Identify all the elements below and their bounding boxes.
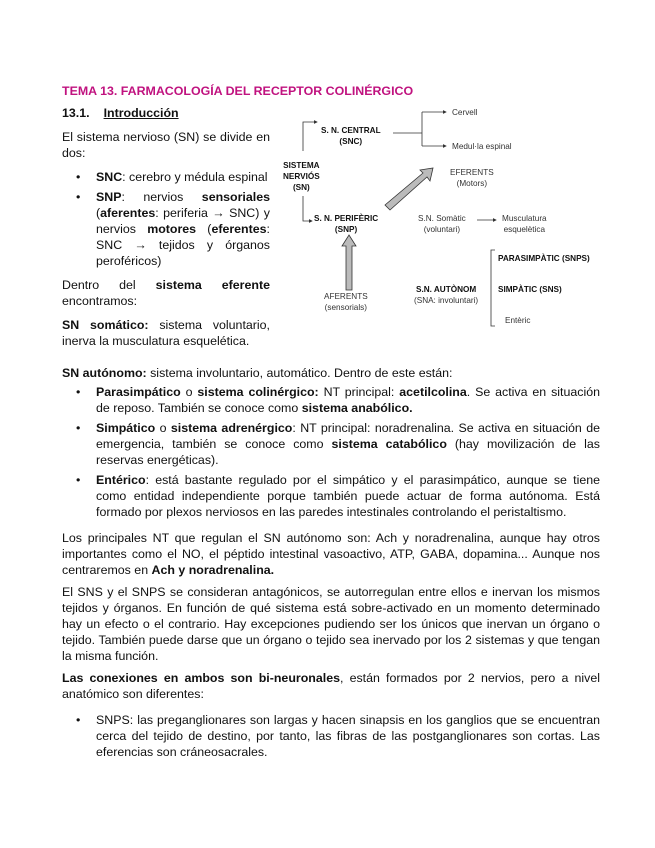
text: El SNS y el SNPS se consideran antagónicos, se autorregulan entre ellos e inervan los mismos tejidos y órganos. En función de qué sistema está sobre-activado en un momento determinado hay un efecto o el contrario. Hay excepciones pudiendo ser los únicos que inervan un órgano o tejido. También puede darse que un órgano o tejido sea inervado por los 2 sistemas y que tengan la misma función.: [62, 585, 600, 663]
bold-text: SNP: [96, 190, 122, 204]
node-enteric: Entèric: [505, 316, 531, 325]
node-somatic: S.N. Somàtic (voluntari): [418, 214, 466, 234]
node-snp: S. N. PERIFÈRIC (SNP): [314, 214, 379, 234]
node-snc: S. N. CENTRAL (SNC): [321, 126, 381, 146]
node-musculatura: Musculatura esquelètica: [502, 214, 547, 234]
text: , están formados por 2 nervios, pero a nivel anatómico son diferentes:: [62, 671, 600, 701]
bold-text: Simpático: [96, 421, 156, 435]
text: : nervios: [121, 190, 202, 204]
text: : está bastante regulado por el simpático y el parasimpático, aunque se tiene como entidad independiente porque también puede actuar de forma autónoma. Está formado por plexos nerviosos en las paredes intestinales controlando el peristaltismo.: [96, 473, 600, 519]
paragraph-conexiones: [62, 670, 600, 702]
text: sistema involuntario, automático. Dentro de este están:: [146, 366, 453, 380]
text: encontramos:: [62, 294, 138, 308]
main-text: [62, 365, 600, 760]
node-simpatic: SIMPÀTIC (SNS): [498, 285, 562, 294]
text: (hay movilización de las reservas energéticas).: [96, 437, 600, 467]
node-parasimpatic: PARASIMPÀTIC (SNPS): [498, 254, 590, 263]
conexiones-bullets: [62, 712, 600, 760]
text: Los principales NT que regulan el SN autónomo son: Ach y noradrenalina, aunque hay otros importantes como el NO, el péptido intestinal vasoactivo, ATP, GABA, dopamina... Aunque nos centraremos en: [62, 531, 600, 577]
bold-text: sistema eferente: [155, 278, 270, 292]
autonomo-bullets: [62, 384, 600, 520]
bold-text: sistema adrenérgico: [170, 421, 293, 435]
bold-text: sensoriales: [201, 190, 270, 204]
label-cervell: Cervell: [452, 108, 478, 117]
text: Dentro del: [62, 278, 156, 292]
text: : SNC → tejidos y órganos peroféricos): [96, 222, 270, 268]
intro-bullets: [62, 169, 270, 269]
bold-text: acetilcolina: [399, 385, 467, 399]
section-heading: [62, 105, 600, 121]
document-title: TEMA 13. FARMACOLOGÍA DEL RECEPTOR COLINÉRGICO: [62, 84, 414, 98]
section-number: 13.1.: [62, 106, 90, 120]
text: NT principal:: [318, 385, 400, 399]
bullet-snps: [62, 712, 600, 760]
paragraph-somatico: [62, 317, 270, 349]
bold-text: Ach y noradrenalina.: [151, 563, 275, 577]
bold-text: SN autónomo:: [62, 366, 147, 380]
text: : cerebro y médula espinal: [122, 170, 268, 184]
paragraph-neurotransmisores: [62, 530, 600, 578]
intro-block: [62, 129, 600, 359]
node-aferents: AFERENTS (sensorials): [324, 292, 368, 312]
bold-text: eferentes: [211, 222, 267, 236]
text: sistema voluntario, inerva la musculatura esquelética.: [62, 318, 270, 348]
paragraph-eferente: [62, 277, 270, 309]
bullet-snp: [62, 189, 270, 269]
intro-paragraph: [62, 129, 270, 161]
text: o: [155, 421, 171, 435]
bullet-parasimpatico: [62, 384, 600, 416]
bullet-snc: [62, 169, 270, 185]
paragraph-antagonicos: [62, 584, 600, 664]
bold-text: SNC: [96, 170, 123, 184]
bold-text: Parasimpático: [96, 385, 181, 399]
node-sn: SISTEMA NERVIÓS (SN): [283, 161, 320, 192]
text: : periferia → SNC) y nervios: [96, 206, 270, 236]
text: o: [180, 385, 198, 399]
node-autonom: S.N. AUTÒNOM (SNA: involuntari): [414, 285, 479, 305]
text: . Se activa en situación de reposo. También se conoce como: [96, 385, 600, 415]
paragraph-autonomo: [62, 365, 600, 381]
bold-text: motores: [147, 222, 197, 236]
bold-text: SN somático:: [62, 318, 149, 332]
bold-text: sistema catabólico: [331, 437, 447, 451]
bold-text: Las conexiones en ambos son bi-neuronales: [62, 671, 340, 685]
bold-text: sistema colinérgico:: [197, 385, 319, 399]
text: : NT principal: noradrenalina. Se activa en situación de emergencia, también se conoce como: [96, 421, 600, 451]
bullet-enterico: [62, 472, 600, 520]
intro-column: [62, 129, 270, 359]
text: (: [96, 206, 101, 220]
text: El sistema nervioso (SN) se divide en dos:: [62, 130, 270, 160]
bold-text: aferentes: [100, 206, 156, 220]
label-medulla: Medul·la espinal: [452, 142, 512, 151]
bullet-simpatico: [62, 420, 600, 468]
bold-text: Entérico: [96, 473, 146, 487]
node-eferents: EFERENTS (Motors): [450, 168, 494, 188]
document-body: [62, 0, 600, 790]
text: (: [196, 222, 212, 236]
bold-text: sistema anabólico.: [301, 401, 413, 415]
text: SNPS: las preganglionares son largas y hacen sinapsis en los ganglios que se encuentran cerca del tejido de destino, por tanto, las fibras de las postganglionares son cortas. Las eferencias son cráneosacrales.: [96, 713, 600, 759]
section-title: Introducción: [103, 106, 179, 120]
